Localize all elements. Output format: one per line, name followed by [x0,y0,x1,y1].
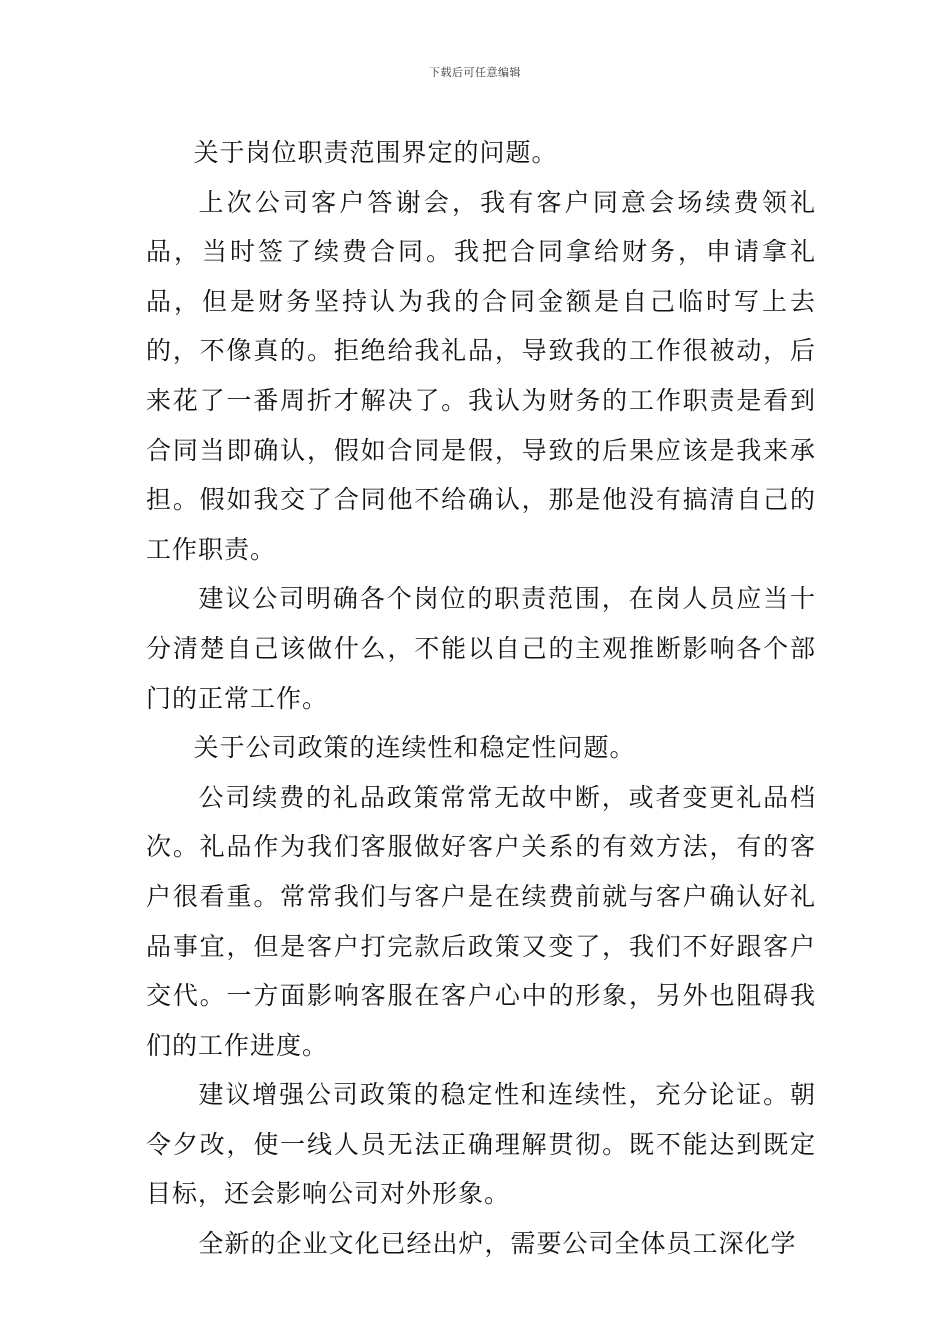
paragraph-gift-policy-issue: 公司续费的礼品政策常常无故中断，或者变更礼品档次。礼品作为我们客服做好客户关系的有效方法，有的客户很看重。常常我们与客户是在续费前就与客户确认好礼品事宜，但是客户打完款后政策又变了，我们不好跟客户交代。一方面影响客服在客户心中的形象，另外也阻碍我们的工作进度。 [146,782,816,1060]
document-body [146,128,816,1269]
paragraph-responsibility-suggestion: 建议公司明确各个岗位的职责范围，在岗人员应当十分清楚自己该做什么，不能以自己的主观推断影响各个部门的正常工作。 [146,584,816,713]
paragraph-policy-suggestion: 建议增强公司政策的稳定性和连续性，充分论证。朝令夕改，使一线人员无法正确理解贯彻。既不能达到既定目标，还会影响公司对外形象。 [146,1080,816,1209]
section-heading-job-responsibilities: 关于岗位职责范围界定的问题。 [193,138,558,167]
section-heading-policy-continuity: 关于公司政策的连续性和稳定性问题。 [193,733,636,763]
paragraph-customer-event-case: 上次公司客户答谢会，我有客户同意会场续费领礼品，当时签了续费合同。我把合同拿给财务，申请拿礼品，但是财务坚持认为我的合同金额是自己临时写上去的，不像真的。拒绝给我礼品，导致我的工作很被动，后来花了一番周折才解决了。我认为财务的工作职责是看到合同当即确认，假如合同是假，导致的后果应该是我来承担。假如我交了合同他不给确认，那是他没有搞清自己的工作职责。 [146,187,816,564]
page-header-note: 下载后可任意编辑 [429,66,521,79]
paragraph-corporate-culture: 全新的企业文化已经出炉，需要公司全体员工深化学 [198,1229,797,1259]
